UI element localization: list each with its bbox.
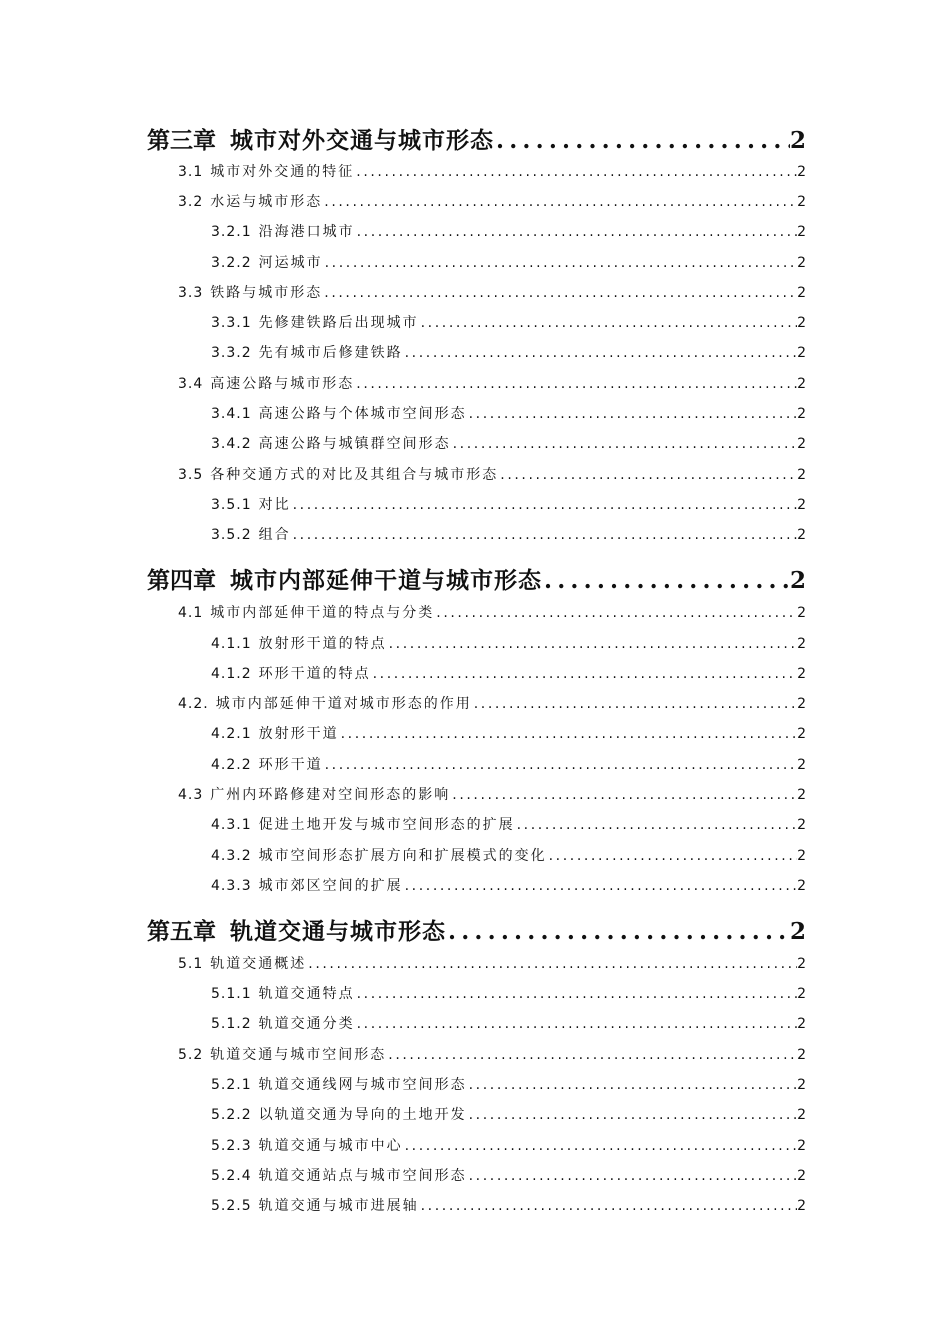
page-number: 2 bbox=[797, 406, 806, 422]
toc-subsection-5-2-1[interactable] bbox=[211, 1075, 806, 1095]
page-number: 2 bbox=[797, 527, 806, 543]
page-number: 2 bbox=[797, 757, 806, 773]
chapter-label bbox=[147, 566, 542, 596]
page-number: 2 bbox=[797, 1047, 806, 1063]
page-number: 2 bbox=[797, 467, 806, 483]
toc-subsection-4-2-1[interactable] bbox=[211, 724, 806, 744]
subsection-title: 以轨道交通为导向的土地开发 bbox=[258, 1107, 467, 1123]
subsection-number: 4.2.2 bbox=[211, 757, 252, 773]
section-title: 轨道交通概述 bbox=[210, 956, 307, 972]
page-number: 2 bbox=[797, 1198, 806, 1214]
dot-leader bbox=[403, 876, 797, 896]
subsection-title: 先有城市后修建铁路 bbox=[258, 345, 403, 361]
dot-leader bbox=[322, 283, 797, 303]
dot-leader bbox=[515, 815, 797, 835]
toc-subsection-3-4-1[interactable] bbox=[211, 404, 806, 424]
toc-section-5-1[interactable] bbox=[178, 954, 806, 974]
toc-subsection-4-3-1[interactable] bbox=[211, 815, 806, 835]
section-number: 3.4 bbox=[178, 376, 204, 392]
subsection-title: 城市郊区空间的扩展 bbox=[258, 878, 403, 894]
page-number: 2 bbox=[797, 696, 806, 712]
subsection-number: 5.2.5 bbox=[211, 1198, 252, 1214]
chapter-title: 城市对外交通与城市形态 bbox=[230, 127, 494, 154]
toc-chapter-5[interactable] bbox=[147, 917, 806, 947]
page-number: 2 bbox=[797, 1016, 806, 1032]
subsection-title: 轨道交通特点 bbox=[258, 986, 355, 1002]
subsection-title: 轨道交通分类 bbox=[258, 1016, 355, 1032]
dot-leader bbox=[387, 634, 797, 654]
dot-leader bbox=[354, 374, 797, 394]
toc-chapter-3[interactable] bbox=[147, 126, 806, 156]
section-title: 各种交通方式的对比及其组合与城市形态 bbox=[210, 467, 499, 483]
subsection-number: 5.2.4 bbox=[211, 1168, 252, 1184]
toc-subsection-3-3-1[interactable] bbox=[211, 313, 806, 333]
dot-leader bbox=[472, 694, 797, 714]
page-number: 2 bbox=[797, 255, 806, 271]
page-number: 2 bbox=[797, 787, 806, 803]
toc-subsection-3-3-2[interactable] bbox=[211, 343, 806, 363]
section-title: 高速公路与城市形态 bbox=[210, 376, 355, 392]
dot-leader bbox=[306, 954, 797, 974]
toc-subsection-4-3-3[interactable] bbox=[211, 876, 806, 896]
page-number: 2 bbox=[797, 164, 806, 180]
toc-subsection-3-5-1[interactable] bbox=[211, 495, 806, 515]
chapter-number: 第四章 bbox=[147, 567, 216, 594]
section-number: 4.2. bbox=[178, 696, 209, 712]
section-number: 3.2 bbox=[178, 194, 204, 210]
chapter-title: 城市内部延伸干道与城市形态 bbox=[230, 567, 542, 594]
toc-subsection-4-1-1[interactable] bbox=[211, 634, 806, 654]
section-title: 铁路与城市形态 bbox=[210, 285, 323, 301]
page-number: 2 bbox=[797, 224, 806, 240]
page-number: 2 bbox=[797, 666, 806, 682]
subsection-number: 5.2.2 bbox=[211, 1107, 252, 1123]
page-number: 2 bbox=[797, 878, 806, 894]
subsection-number: 5.2.3 bbox=[211, 1138, 252, 1154]
dot-leader bbox=[450, 785, 797, 805]
toc-section-3-3[interactable] bbox=[178, 283, 806, 303]
toc-subsection-4-2-2[interactable] bbox=[211, 755, 806, 775]
dot-leader bbox=[467, 1075, 797, 1095]
toc-section-4-3[interactable] bbox=[178, 785, 806, 805]
toc-section-3-4[interactable] bbox=[178, 374, 806, 394]
subsection-title: 城市空间形态扩展方向和扩展模式的变化 bbox=[258, 848, 547, 864]
toc-section-4-1[interactable] bbox=[178, 603, 806, 623]
subsection-title: 沿海港口城市 bbox=[258, 224, 355, 240]
toc-subsection-5-1-1[interactable] bbox=[211, 984, 806, 1004]
section-title: 水运与城市形态 bbox=[210, 194, 323, 210]
subsection-number: 3.4.2 bbox=[211, 436, 252, 452]
page-number: 2 bbox=[797, 436, 806, 452]
toc-subsection-4-1-2[interactable] bbox=[211, 664, 806, 684]
page-number: 2 bbox=[797, 956, 806, 972]
chapter-number: 第三章 bbox=[147, 127, 216, 154]
dot-leader bbox=[419, 1196, 797, 1216]
toc-subsection-5-2-5[interactable] bbox=[211, 1196, 806, 1216]
page-number: 2 bbox=[797, 636, 806, 652]
subsection-number: 5.1.1 bbox=[211, 986, 252, 1002]
page-number: 2 bbox=[797, 726, 806, 742]
subsection-number: 5.1.2 bbox=[211, 1016, 252, 1032]
dot-leader bbox=[547, 846, 797, 866]
toc-section-3-5[interactable] bbox=[178, 465, 806, 485]
page-number: 2 bbox=[797, 497, 806, 513]
page-number: 2 bbox=[797, 194, 806, 210]
toc-section-3-1[interactable] bbox=[178, 162, 806, 182]
subsection-number: 3.5.1 bbox=[211, 497, 252, 513]
page-number: 2 bbox=[797, 817, 806, 833]
subsection-number: 3.3.1 bbox=[211, 315, 252, 331]
toc-subsection-4-3-2[interactable] bbox=[211, 846, 806, 866]
section-number: 5.1 bbox=[178, 956, 204, 972]
toc-subsection-3-2-2[interactable] bbox=[211, 253, 806, 273]
section-title: 城市内部延伸干道的特点与分类 bbox=[210, 605, 435, 621]
section-number: 5.2 bbox=[178, 1047, 204, 1063]
subsection-title: 对比 bbox=[258, 497, 291, 513]
dot-leader bbox=[355, 984, 797, 1004]
chapter-title: 轨道交通与城市形态 bbox=[230, 918, 446, 945]
subsection-number: 5.2.1 bbox=[211, 1077, 252, 1093]
page-number: 2 bbox=[789, 918, 806, 945]
subsection-title: 轨道交通与城市进展轴 bbox=[258, 1198, 419, 1214]
toc-subsection-3-4-2[interactable] bbox=[211, 434, 806, 454]
page-number: 2 bbox=[797, 605, 806, 621]
section-title: 城市内部延伸干道对城市形态的作用 bbox=[215, 696, 472, 712]
subsection-number: 4.3.3 bbox=[211, 878, 252, 894]
subsection-number: 4.3.2 bbox=[211, 848, 252, 864]
subsection-number: 3.4.1 bbox=[211, 406, 252, 422]
subsection-number: 3.3.2 bbox=[211, 345, 252, 361]
dot-leader bbox=[339, 724, 797, 744]
chapter-label bbox=[147, 917, 446, 947]
toc-chapter-4[interactable] bbox=[147, 566, 806, 596]
subsection-number: 3.2.1 bbox=[211, 224, 252, 240]
toc-section-3-2[interactable] bbox=[178, 192, 806, 212]
dot-leader bbox=[498, 465, 797, 485]
chapter-number: 第五章 bbox=[147, 918, 216, 945]
page-number: 2 bbox=[797, 1168, 806, 1184]
page-number: 2 bbox=[797, 1107, 806, 1123]
subsection-title: 环形干道的特点 bbox=[258, 666, 371, 682]
dot-leader bbox=[467, 404, 797, 424]
dot-leader bbox=[434, 603, 797, 623]
dot-leader bbox=[494, 126, 790, 156]
subsection-title: 组合 bbox=[258, 527, 291, 543]
page-number: 2 bbox=[797, 986, 806, 1002]
subsection-title: 轨道交通与城市中心 bbox=[258, 1138, 403, 1154]
subsection-number: 3.5.2 bbox=[211, 527, 252, 543]
subsection-title: 环形干道 bbox=[258, 757, 323, 773]
subsection-number: 4.1.1 bbox=[211, 636, 252, 652]
section-title: 轨道交通与城市空间形态 bbox=[210, 1047, 387, 1063]
dot-leader bbox=[419, 313, 797, 333]
section-title: 城市对外交通的特征 bbox=[210, 164, 355, 180]
chapter-label bbox=[147, 126, 494, 156]
section-title: 广州内环路修建对空间形态的影响 bbox=[210, 787, 451, 803]
subsection-number: 4.1.2 bbox=[211, 666, 252, 682]
page-number: 2 bbox=[797, 376, 806, 392]
subsection-number: 4.3.1 bbox=[211, 817, 252, 833]
toc-subsection-3-2-1[interactable] bbox=[211, 222, 806, 242]
subsection-title: 放射形干道的特点 bbox=[258, 636, 387, 652]
page-number: 2 bbox=[797, 315, 806, 331]
section-number: 4.3 bbox=[178, 787, 204, 803]
subsection-title: 河运城市 bbox=[258, 255, 323, 271]
page-number: 2 bbox=[797, 1077, 806, 1093]
toc-subsection-5-2-2[interactable] bbox=[211, 1105, 806, 1125]
toc-subsection-5-2-4[interactable] bbox=[211, 1166, 806, 1186]
subsection-number: 4.2.1 bbox=[211, 726, 252, 742]
page-number: 2 bbox=[789, 127, 806, 154]
dot-leader bbox=[355, 1014, 797, 1034]
dot-leader bbox=[323, 755, 797, 775]
dot-leader bbox=[403, 1136, 797, 1156]
section-number: 3.3 bbox=[178, 285, 204, 301]
subsection-title: 放射形干道 bbox=[258, 726, 339, 742]
section-number: 3.1 bbox=[178, 164, 204, 180]
page-number: 2 bbox=[797, 848, 806, 864]
subsection-title: 高速公路与个体城市空间形态 bbox=[258, 406, 467, 422]
subsection-title: 高速公路与城镇群空间形态 bbox=[258, 436, 451, 452]
dot-leader bbox=[451, 434, 797, 454]
dot-leader bbox=[371, 664, 797, 684]
toc-subsection-5-2-3[interactable] bbox=[211, 1136, 806, 1156]
page-number: 2 bbox=[797, 285, 806, 301]
toc-subsection-5-1-2[interactable] bbox=[211, 1014, 806, 1034]
dot-leader bbox=[355, 222, 797, 242]
subsection-title: 轨道交通线网与城市空间形态 bbox=[258, 1077, 467, 1093]
dot-leader bbox=[323, 253, 797, 273]
subsection-number: 3.2.2 bbox=[211, 255, 252, 271]
dot-leader bbox=[542, 566, 790, 596]
dot-leader bbox=[291, 525, 797, 545]
page-number: 2 bbox=[797, 1138, 806, 1154]
subsection-title: 轨道交通站点与城市空间形态 bbox=[258, 1168, 467, 1184]
dot-leader bbox=[386, 1045, 797, 1065]
dot-leader bbox=[403, 343, 797, 363]
toc-section-4-2[interactable] bbox=[178, 694, 806, 714]
section-number: 3.5 bbox=[178, 467, 204, 483]
toc-section-5-2[interactable] bbox=[178, 1045, 806, 1065]
dot-leader bbox=[467, 1105, 797, 1125]
subsection-title: 先修建铁路后出现城市 bbox=[258, 315, 419, 331]
page-number: 2 bbox=[797, 345, 806, 361]
toc-subsection-3-5-2[interactable] bbox=[211, 525, 806, 545]
dot-leader bbox=[467, 1166, 797, 1186]
subsection-title: 促进土地开发与城市空间形态的扩展 bbox=[258, 817, 515, 833]
dot-leader bbox=[322, 192, 797, 212]
page-number: 2 bbox=[789, 567, 806, 594]
dot-leader bbox=[446, 917, 790, 947]
dot-leader bbox=[354, 162, 797, 182]
section-number: 4.1 bbox=[178, 605, 204, 621]
dot-leader bbox=[291, 495, 797, 515]
